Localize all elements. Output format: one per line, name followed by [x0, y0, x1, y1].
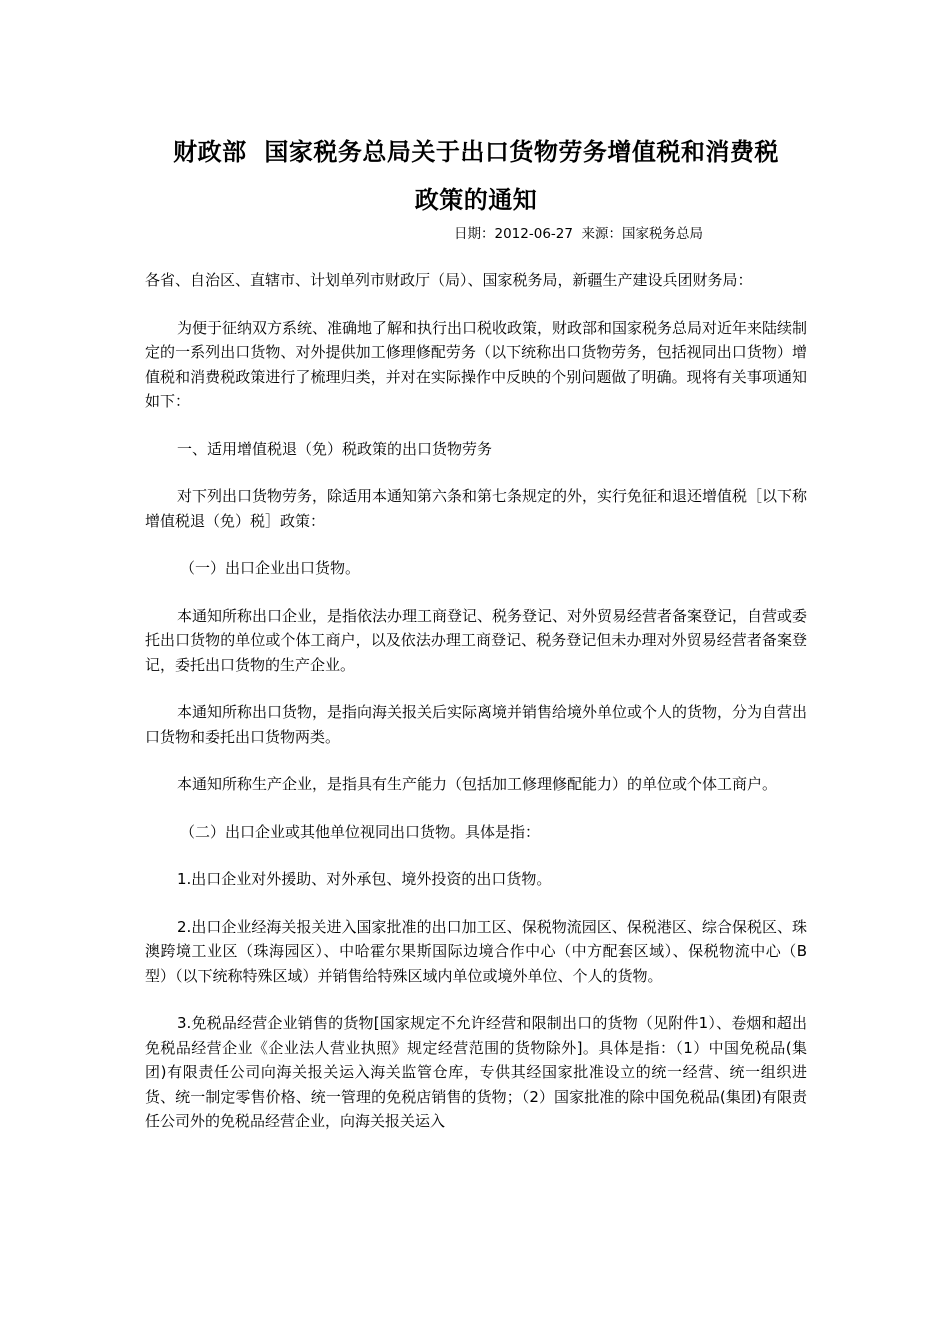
intro-paragraph: 为便于征纳双方系统、准确地了解和执行出口税收政策，财政部和国家税务总局对近年来陆续制定的一系列出口货物、对外提供加工修理修配劳务（以下统称出口货物劳务，包括视同出口货物）增值税和消费税政策进行了梳理归类，并对在实际操作中反映的个别问题做了明确。现将有关事项通知如下： — [145, 318, 808, 410]
title-line-2: 政策的通知 — [414, 186, 538, 214]
body-paragraph: 对下列出口货物劳务，除适用本通知第六条和第七条规定的外，实行免征和退还增值税［以下称增值税退（免）税］政策： — [145, 487, 808, 530]
body-paragraph: 本通知所称出口货物，是指向海关报关后实际离境并销售给境外单位或个人的货物，分为自营出口货物和委托出口货物两类。 — [145, 703, 808, 746]
body-paragraph: 本通知所称出口企业，是指依法办理工商登记、税务登记、对外贸易经营者备案登记，自营或委托出口货物的单位或个体工商户，以及依法办理工商登记、税务登记但未办理对外贸易经营者备案登记，委托出口货物的生产企业。 — [145, 606, 808, 674]
body-paragraph: 本通知所称生产企业，是指具有生产能力（包括加工修理修配能力）的单位或个体工商户。 — [177, 775, 778, 793]
document-meta: 日期：2012-06-27 来源：国家税务总局 — [454, 226, 704, 242]
section-heading: 一、适用增值税退（免）税政策的出口货物劳务 — [177, 439, 493, 458]
list-item: 2.出口企业经海关报关进入国家批准的出口加工区、保税物流园区、保税港区、综合保税区、珠澳跨境工业区（珠海园区）、中哈霍尔果斯国际边境合作中心（中方配套区域）、保税物流中心（B型）（以下统称特殊区域）并销售给特殊区域内单位或境外单位、个人的货物。 — [145, 917, 807, 985]
subsection-heading: （二）出口企业或其他单位视同出口货物。具体是指： — [180, 822, 541, 841]
salutation-paragraph: 各省、自治区、直辖市、计划单列市财政厅（局）、国家税务局，新疆生产建设兵团财务局： — [145, 271, 753, 289]
subsection-heading: （一）出口企业出口货物。 — [180, 559, 361, 577]
title-line-1: 财政部 国家税务总局关于出口货物劳务增值税和消费税 — [173, 138, 779, 166]
list-item: 1.出口企业对外援助、对外承包、境外投资的出口货物。 — [177, 870, 552, 888]
list-item: 3.免税品经营企业销售的货物[国家规定不允许经营和限制出口的货物（见附件1）、卷烟和超出免税品经营企业《企业法人营业执照》规定经营范围的货物除外]。具体是指：（1）中国免税品(集团)有限责任公司向海关报关运入海关监管仓库，专供其经国家批准设立的统一经营、统一组织进货、统一制定零售价格、统一管理的免税店销售的货物；（2）国家批准的除中国免税品(集团)有限责任公司外的免税品经营企业，向海关报关运入 — [145, 1014, 807, 1130]
document-title — [145, 128, 807, 224]
document-page — [145, 128, 807, 1134]
